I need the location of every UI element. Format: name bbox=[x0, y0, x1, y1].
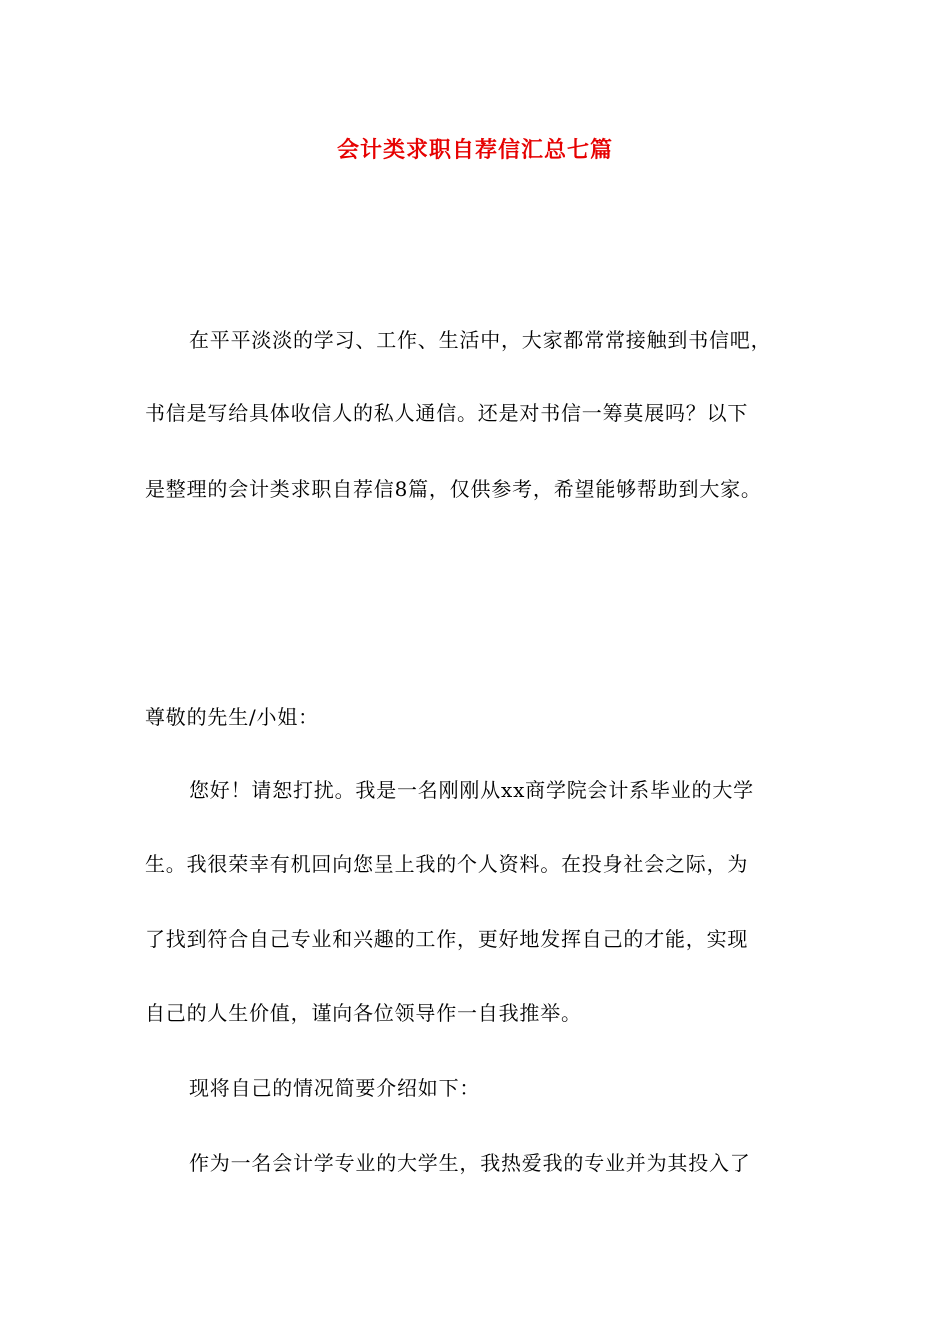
intro-line-3: 是整理的会计类求职自荐信8篇，仅供参考，希望能够帮助到大家。 bbox=[145, 477, 762, 501]
paragraph3-line-1: 作为一名会计学专业的大学生，我热爱我的专业并为其投入了 bbox=[189, 1151, 751, 1175]
intro-line-2: 书信是写给具体收信人的私人通信。还是对书信一筹莫展吗？以下 bbox=[145, 401, 749, 425]
paragraph1-line-3: 了找到符合自己专业和兴趣的工作，更好地发挥自己的才能，实现 bbox=[145, 927, 749, 951]
paragraph1-line-1: 您好！请恕打扰。我是一名刚刚从xx商学院会计系毕业的大学 bbox=[189, 778, 754, 802]
paragraph1-line-4: 自己的人生价值，谨向各位领导作一自我推举。 bbox=[145, 1001, 582, 1025]
paragraph2-line-1: 现将自己的情况简要介绍如下： bbox=[189, 1076, 481, 1100]
document-title: 会计类求职自荐信汇总七篇 bbox=[336, 138, 613, 163]
paragraph1-line-2: 生。我很荣幸有机回向您呈上我的个人资料。在投身社会之际，为 bbox=[145, 852, 749, 876]
intro-line-1: 在平平淡淡的学习、工作、生活中，大家都常常接触到书信吧， bbox=[189, 328, 772, 352]
letter-salutation: 尊敬的先生/小姐： bbox=[145, 705, 319, 729]
